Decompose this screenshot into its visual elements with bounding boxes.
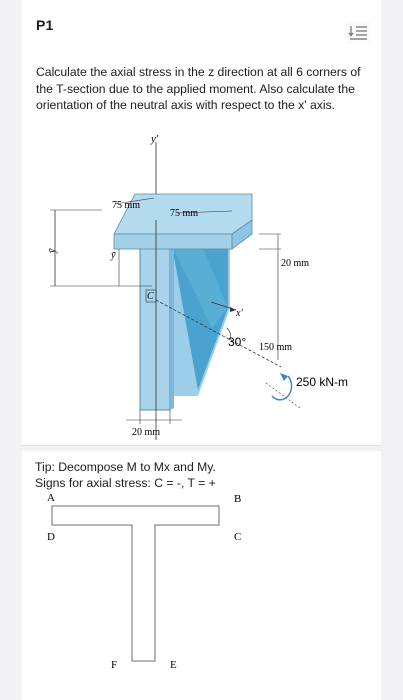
dim-web-height: 150 mm (259, 342, 293, 353)
tip-line-2: Signs for axial stress: C = -, T = + (35, 476, 216, 490)
c-centroid-label: C (147, 291, 154, 302)
corner-d: D (47, 531, 55, 543)
problem-label: P1 (36, 17, 54, 33)
corner-a: A (47, 492, 55, 504)
web-front-face (140, 244, 170, 410)
tip-line-1: Tip: Decompose M to Mx and My. (35, 460, 216, 474)
y-bar-left-label: ȳ (47, 248, 58, 253)
moment-label: 250 kN-m (296, 375, 349, 389)
angle-label: 30° (228, 335, 247, 349)
dim-flange-right: 75 mm (170, 208, 199, 219)
question-card (22, 0, 381, 446)
moment-arrow (272, 373, 292, 400)
corner-b: B (234, 493, 242, 505)
t-outline (52, 506, 219, 661)
corner-c: C (234, 531, 242, 543)
question-text: Calculate the axial stress in the z direction at all 6 corners of the T-section due to the applied moment. Also calculate the orientation of the neutral axis with respect to the x' axis. (36, 65, 361, 112)
corner-f: F (111, 659, 118, 671)
list-icon[interactable] (345, 22, 371, 44)
dim-flange-thickness: 20 mm (281, 258, 310, 269)
t-section-figure (22, 128, 381, 440)
dim-web-thickness: 20 mm (132, 427, 161, 438)
dim-flange-left: 75 mm (112, 200, 141, 211)
y-bar-mid-label: ȳ (111, 250, 116, 261)
tip-card (22, 451, 381, 700)
x-prime-label: x' (236, 308, 243, 319)
t-section-sketch (22, 451, 381, 700)
corner-e: E (170, 659, 177, 671)
flange-front-face (114, 234, 232, 249)
y-prime-label: y' (151, 133, 159, 145)
